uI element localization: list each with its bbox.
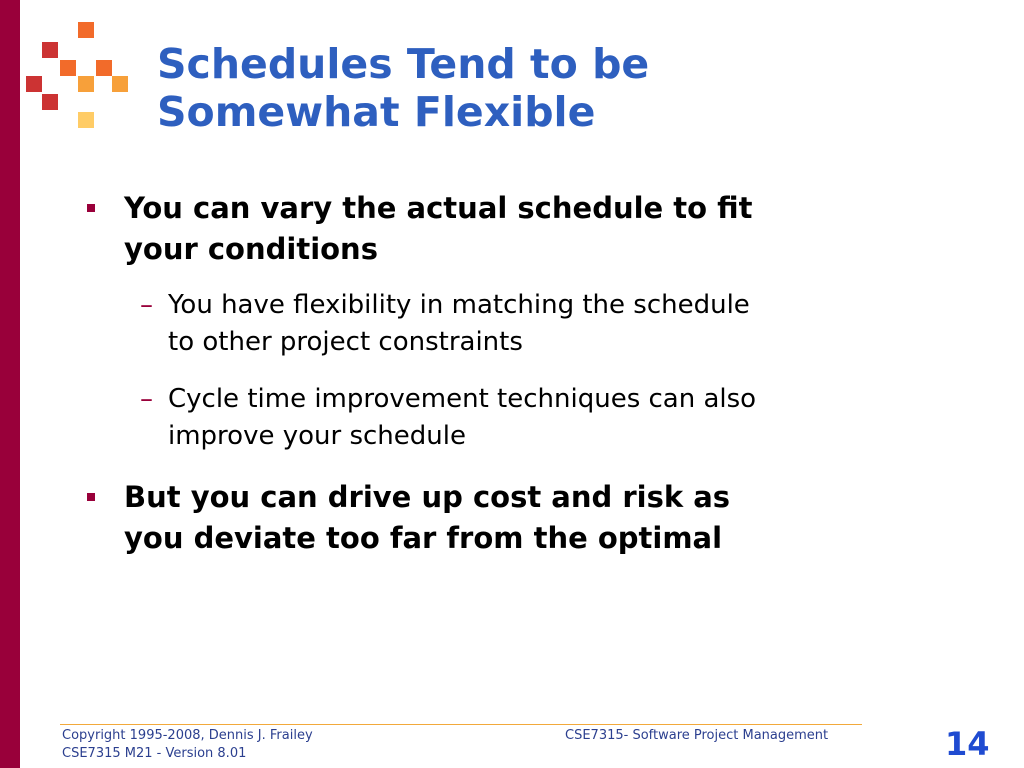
bullet-item [124,477,884,559]
bullet-text-line: You can vary the actual schedule to fit [124,191,753,225]
dash-bullet-icon: – [140,384,153,414]
logo-square [60,60,76,76]
sub-bullet-item [168,287,928,361]
logo-square [42,94,58,110]
bullet-text-line: you deviate too far from the optimal [124,521,723,555]
footer-divider [60,724,862,725]
footer-copyright: Copyright 1995-2008, Dennis J. Frailey [62,728,313,743]
logo-square [26,76,42,92]
logo-square [78,76,94,92]
decorative-squares-logo [0,0,140,140]
logo-square [78,112,94,128]
square-bullet-icon [87,204,95,212]
logo-square [42,42,58,58]
slide-title-line: Schedules Tend to be [157,40,650,88]
sub-bullet-text-line: to other project constraints [168,327,523,357]
slide-title [157,40,957,136]
page-number: 14 [945,725,990,763]
sub-bullet-text-line: improve your schedule [168,421,466,451]
bullet-text-line: your conditions [124,232,378,266]
logo-square [78,22,94,38]
logo-square [96,60,112,76]
sub-bullet-text-line: You have flexibility in matching the schedule [168,290,750,320]
footer-course: CSE7315- Software Project Management [565,728,829,743]
footer-version: CSE7315 M21 - Version 8.01 [62,746,247,761]
dash-bullet-icon: – [140,290,153,320]
bullet-text-line: But you can drive up cost and risk as [124,480,731,514]
sub-bullet-text-line: Cycle time improvement techniques can also [168,384,757,414]
logo-square [112,76,128,92]
bullet-item [124,188,884,270]
square-bullet-icon [87,493,95,501]
sub-bullet-item [168,381,928,455]
slide-title-line: Somewhat Flexible [157,88,596,136]
